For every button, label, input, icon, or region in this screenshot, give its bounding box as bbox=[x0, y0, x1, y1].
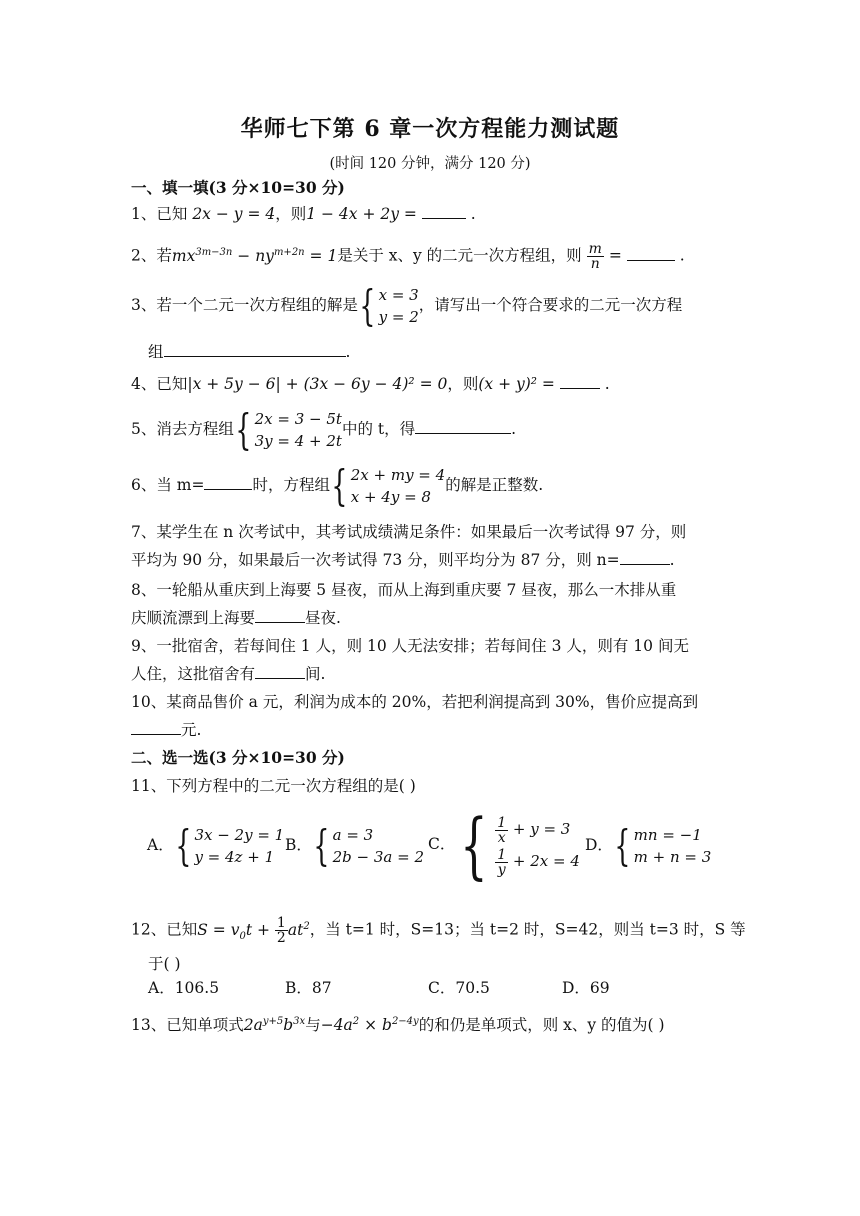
option-b[interactable]: B．{ a = 3 2b − 3a = 2 bbox=[285, 821, 425, 870]
equation-system: 2x + my = 4 x + 4y = 8 bbox=[350, 466, 446, 506]
answer-blank[interactable] bbox=[255, 664, 305, 679]
page-subtitle: (时间 120 分钟，满分 120 分) bbox=[329, 156, 531, 172]
left-brace-icon: { bbox=[331, 461, 348, 510]
left-brace-icon: { bbox=[175, 821, 192, 870]
solution-system: x = 3 y = 2 bbox=[378, 286, 419, 326]
left-brace-icon: { bbox=[359, 281, 376, 330]
question-5: 5、消去方程组{ 2x = 3 − 5t 3y = 4 + 2t 中的 t，得 . bbox=[131, 405, 517, 454]
question-8: 8、一轮船从重庆到上海要 5 昼夜，而从上海到重庆要 7 昼夜，那么一木排从重 bbox=[131, 581, 677, 599]
question-3-line2: 组 . bbox=[148, 343, 351, 361]
q12-formula: $S = v_0t$ + bbox=[197, 920, 275, 942]
equation-system: 2x = 3 − 5t 3y = 4 + 2t bbox=[254, 410, 342, 450]
question-3: 3、若一个二元一次方程组的解是{ x = 3 y = 2 ，请写出一个符合要求的二元一次方程 bbox=[131, 281, 683, 330]
question-7: 7、某学生在 n 次考试中，其考试成绩满足条件：如果最后一次考试得 97 分，则 bbox=[131, 523, 687, 541]
answer-blank[interactable] bbox=[627, 246, 675, 261]
question-4: 4、已知|x + 5y − 6| + (3x − 6y − 4)² = 0，则(x + y)² = . bbox=[131, 375, 610, 393]
fraction-m-over-n: $\frac{m}{n}$ bbox=[588, 241, 602, 272]
answer-blank[interactable] bbox=[164, 342, 346, 357]
option-a[interactable]: A．{ 3x − 2y = 1 y = 4z + 1 bbox=[147, 821, 285, 870]
option-c[interactable]: C．70.5 bbox=[428, 979, 490, 997]
answer-blank[interactable] bbox=[255, 608, 305, 623]
question-9: 9、一批宿舍，若每间住 1 人，则 10 人无法安排；若每间住 3 人，则有 10 间无 bbox=[131, 637, 689, 655]
question-7-line2: 平均为 90 分，如果最后一次考试得 73 分，则平均分为 87 分，则 n= . bbox=[131, 551, 675, 569]
answer-blank[interactable] bbox=[204, 475, 252, 490]
left-brace-icon: { bbox=[313, 821, 330, 870]
option-c[interactable]: C．{ $\frac{1}{x}$ + y = 3 $\frac{1}{y}$ + 2x = 4 bbox=[428, 803, 580, 887]
answer-blank[interactable] bbox=[131, 720, 181, 735]
left-brace-icon: { bbox=[235, 405, 252, 454]
page-title: 华师七下第 6 章一次方程能力测试题 bbox=[240, 116, 620, 142]
option-d[interactable]: D．69 bbox=[562, 979, 610, 997]
q2-equation: $mx^{3m-3n} - ny^{m+2n} = 1$ bbox=[171, 246, 338, 265]
question-6: 6、当 m= 时，方程组{ 2x + my = 4 x + 4y = 8 的解是正整数. bbox=[131, 461, 544, 510]
question-11: 11、下列方程中的二元一次方程组的是( ) bbox=[131, 777, 416, 795]
answer-blank[interactable] bbox=[620, 550, 670, 565]
question-12: 12、已知$S = v_0t$ + $\frac{1}{2}$ $at^2$，当 t=1 时，S=13；当 t=2 时，S=42，则当 t=3 时，S 等 bbox=[131, 915, 746, 946]
question-13: 13、已知单项式$2a^{y+5}b^{3x}$与$-4a^2 \times b^{2-4y}$的和仍是单项式，则 x、y 的值为( ) bbox=[131, 1016, 665, 1035]
left-brace-icon: { bbox=[614, 821, 631, 870]
question-1: 1、已知 2x − y = 4，则1 − 4x + 2y = . bbox=[131, 205, 476, 223]
question-12-line2: 于( ) bbox=[148, 955, 181, 973]
question-10: 10、某商品售价 a 元，利润为成本的 20%，若把利润提高到 30%，售价应提高到 bbox=[131, 693, 699, 711]
answer-blank[interactable] bbox=[560, 374, 600, 389]
question-9-line2: 人住，这批宿舍有 间. bbox=[131, 665, 326, 683]
left-brace-icon: { bbox=[460, 803, 489, 887]
option-d[interactable]: D．{ mn = −1 m + n = 3 bbox=[585, 821, 712, 870]
question-10-line2: 元. bbox=[131, 720, 201, 740]
monomial-1: $2a^{y+5}b^{3x}$ bbox=[243, 1016, 306, 1035]
option-a[interactable]: A．106.5 bbox=[148, 979, 220, 997]
section-heading-fill-in: 一、填一填(3 分×10=30 分) bbox=[131, 178, 345, 197]
monomial-2: $-4a^2 \times b^{2-4y}$ bbox=[320, 1016, 419, 1035]
section-heading-multiple-choice: 二、选一选(3 分×10=30 分) bbox=[131, 748, 345, 767]
question-2: 2、若$mx^{3m-3n} - ny^{m+2n} = 1$是关于 x、y 的二元一次方程组，则 $\frac{m}{n}$ = . bbox=[131, 241, 685, 272]
option-b[interactable]: B．87 bbox=[285, 979, 332, 997]
fraction-one-half: $\frac{1}{2}$ bbox=[276, 915, 286, 946]
answer-blank[interactable] bbox=[422, 204, 466, 219]
question-8-line2: 庆顺流漂到上海要 昼夜. bbox=[131, 609, 341, 627]
answer-blank[interactable] bbox=[415, 419, 511, 434]
